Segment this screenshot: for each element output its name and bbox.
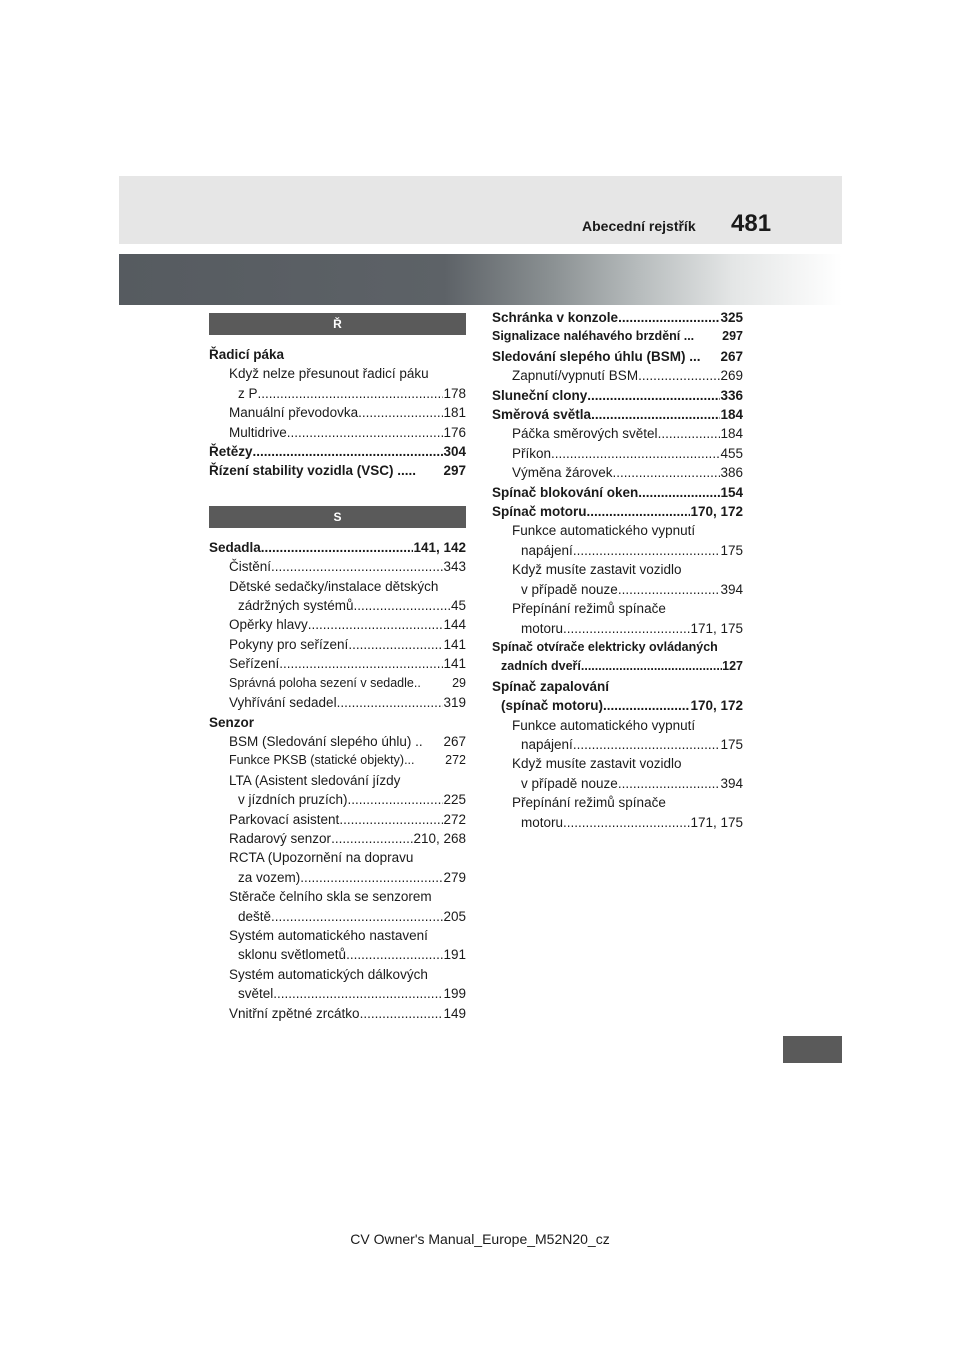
index-leader-dots	[261, 538, 414, 557]
index-entry-text: Když nelze přesunout řadicí páku	[229, 366, 429, 382]
index-leader-dots	[573, 541, 721, 560]
index-entry-line	[209, 751, 466, 770]
index-entry-text: motoru	[521, 814, 564, 830]
index-page-number: 455	[720, 445, 743, 461]
index-entry-text: Sedadla	[209, 539, 261, 555]
index-entry-line	[492, 599, 743, 618]
index-entry-line	[492, 638, 743, 657]
index-page-number: 205	[443, 908, 466, 924]
index-leader-dots	[563, 619, 690, 638]
index-entry-line	[492, 405, 743, 424]
index-column-left	[209, 313, 466, 1023]
index-leader-dots	[354, 596, 451, 615]
index-entry	[209, 848, 466, 887]
index-entry-line	[492, 424, 743, 443]
index-page-number: 171, 175	[690, 620, 743, 636]
index-entry-line	[492, 521, 743, 540]
index-entry-text: Spínač otvírače elektricky ovládaných	[492, 639, 718, 654]
index-entry-text: deště	[238, 908, 272, 924]
index-entry	[209, 771, 466, 810]
index-entry-line	[209, 693, 466, 712]
index-entry	[492, 677, 743, 716]
index-leader-dots	[618, 774, 721, 793]
index-entry-text: BSM (Sledování slepého úhlu) ..	[229, 733, 423, 749]
index-page-number: 45	[450, 598, 466, 614]
index-entry-text: (spínač motoru)	[501, 698, 604, 714]
index-entry-text: Vyhřívání sedadel	[229, 695, 337, 711]
index-entry	[492, 793, 743, 832]
index-page-number: 225	[443, 792, 466, 808]
index-leader-dots	[587, 386, 720, 405]
index-entry-line	[492, 386, 743, 405]
index-entry-text: zadních dveří	[501, 659, 581, 674]
index-entry	[492, 599, 743, 638]
index-entry-line	[209, 868, 466, 887]
index-leader-dots	[346, 945, 443, 964]
index-entry-line	[492, 813, 743, 832]
index-entry-line	[209, 596, 466, 615]
section-letter-header: S	[209, 506, 466, 528]
index-page-number: 272	[445, 753, 466, 768]
index-entry-line	[492, 580, 743, 599]
index-page-number: 304	[443, 444, 466, 460]
index-entry-line	[492, 619, 743, 638]
index-entry-line	[209, 887, 466, 906]
index-leader-dots	[587, 502, 691, 521]
index-entry-line	[209, 364, 466, 383]
index-entry-text: Přepínání režimů spínače	[512, 795, 666, 811]
index-entry-text: Sledování slepého úhlu (BSM) ...	[492, 348, 701, 364]
index-entry	[492, 483, 743, 502]
index-leader-dots	[279, 654, 443, 673]
index-page-number: 175	[720, 736, 743, 752]
index-page-number: 191	[443, 947, 466, 963]
index-leader-dots	[573, 735, 721, 754]
index-page-number: 279	[443, 869, 466, 885]
index-leader-dots	[551, 444, 720, 463]
index-entry-text: v jízdních pruzích)	[238, 792, 348, 808]
index-entry-text: Řetězy	[209, 444, 253, 460]
index-entry	[492, 424, 743, 443]
index-page-number: 336	[720, 387, 743, 403]
index-entry	[492, 327, 743, 346]
index-entry-text: v případě nouze	[521, 581, 618, 597]
index-page-number: 144	[443, 617, 466, 633]
index-leader-dots	[337, 693, 444, 712]
index-entry	[209, 615, 466, 634]
index-leader-dots	[563, 813, 690, 832]
index-entry-text: Vnitřní zpětné zrcátko	[229, 1005, 360, 1021]
index-page-number: 386	[720, 465, 743, 481]
index-entry	[492, 308, 743, 327]
index-entry-line	[492, 774, 743, 793]
index-entry-text: Když musíte zastavit vozidlo	[512, 756, 682, 772]
index-entry-text: Schránka v konzole	[492, 310, 619, 325]
index-entry-line	[209, 654, 466, 673]
index-entry-line	[209, 965, 466, 984]
index-entry	[492, 463, 743, 482]
index-entry	[209, 1004, 466, 1023]
index-entry-text: Řadicí páka	[209, 347, 285, 362]
section-thumb-tab	[783, 1036, 842, 1063]
index-page-number: 267	[720, 348, 743, 364]
index-entry-line	[209, 945, 466, 964]
section-letter-header: Ř	[209, 313, 466, 335]
index-entry	[209, 887, 466, 926]
index-entry-text: Systém automatických dálkových	[229, 966, 428, 982]
index-entry-line	[209, 442, 466, 461]
index-leader-dots	[348, 790, 444, 809]
index-entry	[209, 674, 466, 693]
index-entry-line	[492, 444, 743, 463]
index-entry-text: Seřízení	[229, 656, 280, 672]
index-entry-line	[209, 810, 466, 829]
index-entry	[492, 521, 743, 560]
index-page-number: 267	[443, 733, 466, 749]
index-entry	[209, 635, 466, 654]
index-entry-line	[209, 538, 466, 557]
index-entry-text: Radarový senzor	[229, 830, 332, 846]
index-entry-line	[492, 347, 743, 366]
index-entry-text: za vozem)	[238, 869, 301, 885]
index-leader-dots	[581, 657, 722, 676]
index-entry-text: Čistění	[229, 559, 272, 575]
index-entry-text: Senzor	[209, 714, 255, 730]
index-entry-text: motoru	[521, 620, 564, 636]
index-entry	[209, 965, 466, 1004]
index-entry-line	[492, 696, 743, 715]
index-entry	[492, 347, 743, 366]
index-entry-text: Spínač blokování oken	[492, 484, 639, 500]
index-page-number: 184	[720, 426, 743, 442]
index-leader-dots	[603, 696, 690, 715]
index-leader-dots	[339, 810, 443, 829]
index-entry	[209, 829, 466, 848]
index-leader-dots	[613, 463, 721, 482]
index-leader-dots	[618, 580, 721, 599]
index-entry-text: Příkon	[512, 445, 552, 461]
index-page-number: 178	[443, 385, 466, 401]
index-entry	[209, 461, 466, 480]
index-page-number: 343	[443, 559, 466, 575]
index-entry	[209, 403, 466, 422]
index-page-number: 29	[452, 675, 466, 690]
index-entry-text: RCTA (Upozornění na dopravu	[229, 850, 414, 866]
index-entry-text: světel	[238, 986, 274, 1002]
index-page-number: 272	[443, 811, 466, 827]
index-entry-line	[209, 926, 466, 945]
index-page-number: 176	[443, 424, 466, 440]
index-entry-line	[492, 657, 743, 676]
index-entry-text: Systém automatického nastavení	[229, 927, 428, 943]
index-entry-line	[492, 502, 743, 521]
index-entry-line	[209, 713, 466, 732]
index-page-number: 319	[443, 695, 466, 711]
index-entry-text: Zapnutí/vypnutí BSM	[512, 368, 639, 384]
index-leader-dots	[348, 635, 443, 654]
index-entry	[209, 364, 466, 403]
index-entry-text: Páčka směrových světel	[512, 426, 658, 442]
index-page-number: 210, 268	[413, 830, 466, 846]
index-entry	[492, 444, 743, 463]
index-leader-dots	[360, 1004, 444, 1023]
index-entry-line	[492, 735, 743, 754]
index-leader-dots	[591, 405, 720, 424]
index-entry-text: Manuální převodovka	[229, 405, 359, 421]
index-entry-line	[209, 790, 466, 809]
index-entry	[492, 502, 743, 521]
index-entry-text: napájení	[521, 736, 573, 752]
index-page-number: 141, 142	[413, 539, 466, 555]
index-entry-line	[492, 716, 743, 735]
index-entry-text: Když musíte zastavit vozidlo	[512, 562, 682, 578]
index-entry-line	[209, 635, 466, 654]
index-entry-line	[209, 403, 466, 422]
index-entry-text: Směrová světla	[492, 407, 592, 423]
index-entry-line	[209, 557, 466, 576]
index-entry-line	[492, 327, 743, 346]
index-entry-line	[492, 308, 743, 327]
index-entry-line	[209, 829, 466, 848]
index-page-number: 127	[722, 659, 743, 674]
index-entry	[209, 345, 466, 364]
index-page-number: 154	[720, 484, 743, 500]
index-page-number: 181	[443, 405, 466, 421]
index-entry-line	[209, 771, 466, 790]
index-entry-line	[209, 1004, 466, 1023]
index-column-right	[492, 308, 743, 832]
index-page-number: 170, 172	[690, 504, 743, 520]
index-entry-line	[209, 615, 466, 634]
index-leader-dots	[287, 423, 444, 442]
index-entry-text: Parkovací asistent	[229, 811, 340, 827]
index-entry	[492, 560, 743, 599]
index-entry-text: Přepínání režimů spínače	[512, 601, 666, 617]
index-entry-text: zádržných systémů	[238, 598, 354, 614]
index-leader-dots	[273, 984, 443, 1003]
index-entry-line	[492, 754, 743, 773]
index-entry	[209, 926, 466, 965]
page-title: Abecední rejstřík	[582, 218, 696, 234]
index-entry-line	[209, 461, 466, 480]
index-entry-text: Spínač motoru	[492, 504, 587, 520]
index-page-number: 325	[720, 310, 743, 325]
index-page-number: 394	[720, 775, 743, 791]
index-entry-text: sklonu světlometů	[238, 947, 347, 963]
index-entry-text: napájení	[521, 542, 573, 558]
index-entry-text: Signalizace naléhavého brzdění ...	[492, 329, 695, 344]
index-entry-line	[209, 848, 466, 867]
index-entry	[209, 810, 466, 829]
index-entry-text: Sluneční clony	[492, 387, 588, 403]
index-entry-line	[492, 677, 743, 696]
index-leader-dots	[308, 615, 444, 634]
index-entry-text: Stěrače čelního skla se senzorem	[229, 889, 432, 905]
index-entry	[209, 693, 466, 712]
index-leader-dots	[331, 829, 413, 848]
index-entry	[209, 751, 466, 770]
index-leader-dots	[638, 483, 720, 502]
index-entry-line	[492, 560, 743, 579]
index-page-number: 297	[722, 329, 743, 344]
index-entry-text: Funkce automatického vypnutí	[512, 717, 696, 733]
index-page-number: 149	[443, 1005, 466, 1021]
index-entry-text: Výměna žárovek	[512, 465, 613, 481]
index-entry-text: Dětské sedačky/instalace dětských	[229, 578, 439, 594]
index-entry	[492, 386, 743, 405]
index-leader-dots	[658, 424, 721, 443]
index-page-number: 297	[443, 463, 466, 479]
index-entry	[209, 423, 466, 442]
index-entry-line	[492, 541, 743, 560]
index-entry	[492, 366, 743, 385]
index-page-number: 184	[720, 407, 743, 423]
index-page-number: 170, 172	[690, 698, 743, 714]
index-entry	[492, 716, 743, 755]
index-page-number: 141	[443, 636, 466, 652]
index-page-number: 141	[443, 656, 466, 672]
index-leader-dots	[300, 868, 443, 887]
index-entry-text: Multidrive	[229, 424, 287, 440]
index-entry-line	[492, 793, 743, 812]
index-entry	[492, 405, 743, 424]
index-entry-line	[209, 674, 466, 693]
index-entry-line	[209, 345, 466, 364]
index-entry-line	[492, 483, 743, 502]
index-page-number: 171, 175	[690, 814, 743, 830]
index-entry-line	[492, 463, 743, 482]
section-spacer	[209, 481, 466, 506]
decorative-gradient-bar	[119, 254, 842, 305]
index-entry	[209, 538, 466, 557]
index-entry-text: v případě nouze	[521, 775, 618, 791]
index-entry-text: Pokyny pro seřízení	[229, 636, 349, 652]
index-leader-dots	[271, 557, 443, 576]
index-entry-line	[209, 384, 466, 403]
index-leader-dots	[271, 907, 443, 926]
index-entry-line	[209, 907, 466, 926]
index-entry-text: Spínač zapalování	[492, 678, 610, 694]
index-entry	[209, 713, 466, 732]
index-entry-line	[209, 732, 466, 751]
index-entry	[492, 754, 743, 793]
index-entry-line	[209, 577, 466, 596]
index-entry-text: z P	[238, 385, 258, 401]
index-entry	[209, 557, 466, 576]
index-page-number: 199	[443, 986, 466, 1002]
index-entry	[492, 638, 743, 677]
index-entry-text: Funkce PKSB (statické objekty)...	[229, 753, 415, 768]
index-entry-text: Opěrky hlavy	[229, 617, 308, 633]
index-leader-dots	[618, 308, 720, 327]
index-leader-dots	[638, 366, 720, 385]
index-entry-text: Správná poloha sezení v sedadle..	[229, 675, 421, 690]
index-entry-text: Funkce automatického vypnutí	[512, 523, 696, 539]
index-entry	[209, 577, 466, 616]
index-entry	[209, 654, 466, 673]
index-leader-dots	[258, 384, 444, 403]
index-page-number: 175	[720, 542, 743, 558]
index-page-number: 269	[720, 368, 743, 384]
index-leader-dots	[253, 442, 444, 461]
index-entry	[209, 442, 466, 461]
index-entry-text: LTA (Asistent sledování jízdy	[229, 772, 401, 788]
page-number: 481	[731, 210, 772, 237]
index-entry	[209, 732, 466, 751]
index-entry-line	[209, 984, 466, 1003]
index-entry-line	[209, 423, 466, 442]
index-leader-dots	[358, 403, 443, 422]
index-entry-text: Řízení stability vozidla (VSC) .....	[209, 463, 417, 479]
footer-text: CV Owner's Manual_Europe_M52N20_cz	[350, 1231, 610, 1247]
index-entry-line	[492, 366, 743, 385]
index-page-number: 394	[720, 581, 743, 597]
